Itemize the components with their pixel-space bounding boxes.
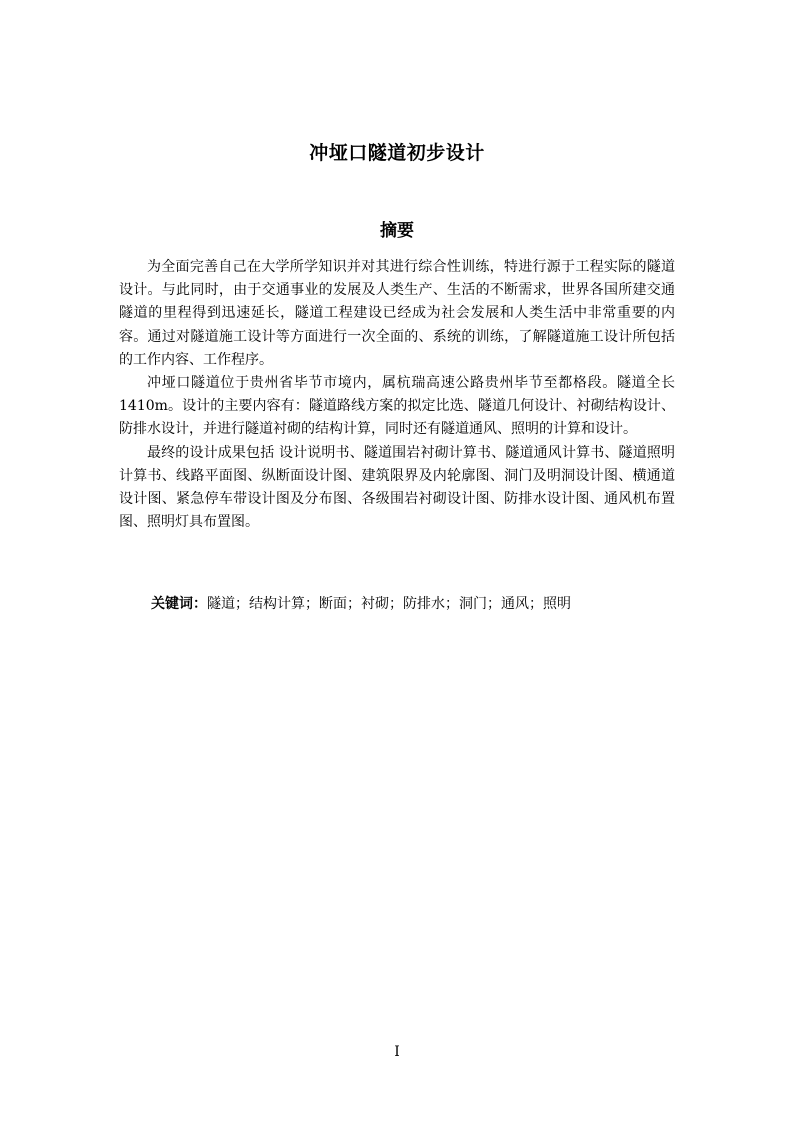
document-title: 冲垭口隧道初步设计 bbox=[309, 142, 485, 164]
abstract-heading: 摘要 bbox=[380, 221, 414, 241]
abstract-paragraph-1: 为全面完善自己在大学所学知识并对其进行综合性训练，特进行源于工程实际的隧道设计。与此同时，由于交通事业的发展及人类生产、生活的不断需求，世界各国所建交通隧道的里程得到迅速延长，隧道工程建设已经成为社会发展和人类生活中非常重要的内容。通过对隧道施工设计等方面进行一次全面的、系统的训练，了解隧道施工设计所包括的工作内容、工作程序。 bbox=[119, 259, 675, 368]
keywords-line bbox=[151, 593, 571, 616]
abstract-body bbox=[119, 256, 675, 534]
page-number: I bbox=[394, 1044, 400, 1060]
abstract-paragraph-2: 冲垭口隧道位于贵州省毕节市境内，属杭瑞高速公路贵州毕节至都格段。隧道全长1410m。设计的主要内容有：隧道路线方案的拟定比选、隧道几何设计、衬砌结构设计、防排水设计，并进行隧道衬砌的结构计算，同时还有隧道通风、照明的计算和设计。 bbox=[119, 375, 675, 438]
keywords-label: 关键词： bbox=[151, 596, 207, 612]
keywords-text: 隧道；结构计算；断面；衬砌；防排水；洞门；通风；照明 bbox=[207, 596, 571, 612]
abstract-paragraph-3: 最终的设计成果包括 设计说明书、隧道围岩衬砌计算书、隧道通风计算书、隧道照明计算书、线路平面图、纵断面设计图、建筑限界及内轮廓图、洞门及明洞设计图、横通道设计图、紧急停车带设计图及分布图、各级围岩衬砌设计图、防排水设计图、通风机布置图、照明灯具布置图。 bbox=[119, 444, 675, 531]
